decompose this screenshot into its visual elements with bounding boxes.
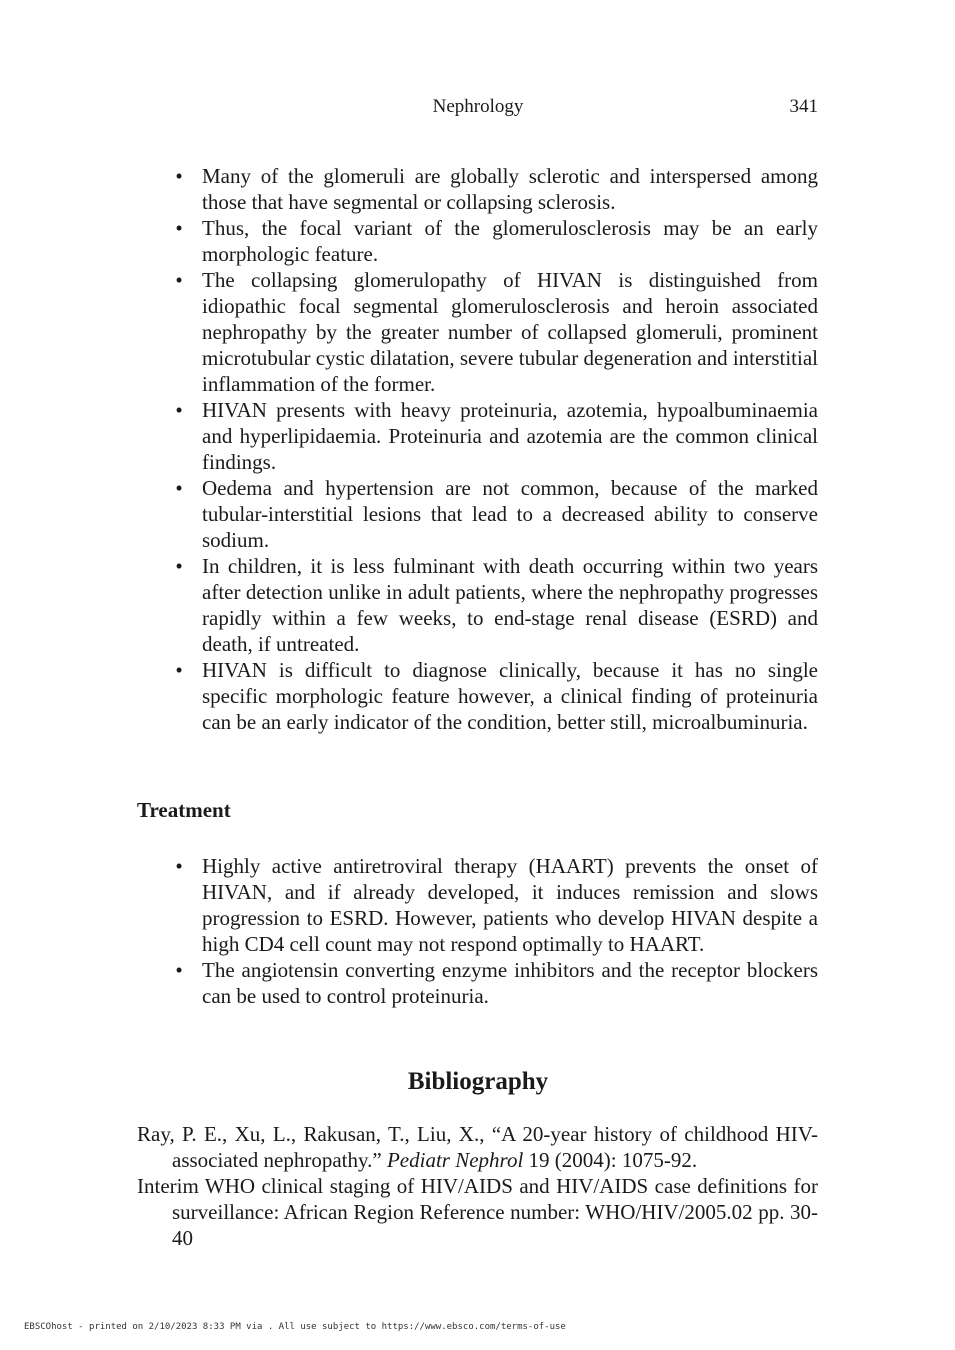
bullet-icon: • bbox=[175, 216, 183, 240]
bullet-icon: • bbox=[175, 476, 183, 500]
bullet-icon: • bbox=[175, 854, 183, 878]
page-number: 341 bbox=[789, 96, 818, 117]
list-item bbox=[175, 853, 818, 957]
list-item bbox=[175, 215, 818, 267]
findings-bullet-list bbox=[175, 163, 818, 735]
list-item-text: HIVAN presents with heavy proteinuria, azotemia, hypoalbuminaemia and hyperlipidaemia. Proteinuria and azotemia are the common clinical findings. bbox=[202, 398, 818, 474]
bullet-icon: • bbox=[175, 398, 183, 422]
entry-authors-title: Ray, P. E., Xu, L., Rakusan, T., Liu, X., “A 20-year history of childhood HIV-associated nephropathy.” bbox=[137, 1122, 818, 1172]
bullet-icon: • bbox=[175, 554, 183, 578]
bibliography-entry: Interim WHO clinical staging of HIV/AIDS and HIV/AIDS case definitions for surveillance: African Region Reference number: WHO/HIV/2005.02 pp. 30-40 bbox=[137, 1174, 818, 1250]
list-item-text: The collapsing glomerulopathy of HIVAN is distinguished from idiopathic focal segmental glomerulosclerosis and heroin associated nephropathy by the greater number of collapsed glomeruli, prominent microtubular cystic dilatation, severe tubular degeneration and interstitial inflammation of the former. bbox=[202, 268, 818, 396]
list-item-text: Many of the glomeruli are globally sclerotic and interspersed among those that have segmental or collapsing sclerosis. bbox=[202, 164, 818, 214]
list-item-text: Thus, the focal variant of the glomerulosclerosis may be an early morphologic feature. bbox=[202, 216, 818, 266]
entry-volume-pages: 19 (2004): 1075-92. bbox=[523, 1148, 698, 1172]
bullet-icon: • bbox=[175, 658, 183, 682]
bibliography-entry bbox=[137, 1121, 818, 1173]
list-item-text: Oedema and hypertension are not common, because of the marked tubular-interstitial lesions that lead to a decreased ability to conserve sodium. bbox=[202, 476, 818, 552]
bibliography-heading: Bibliography bbox=[407, 1068, 549, 1095]
entry-journal: Pediatr Nephrol bbox=[386, 1148, 524, 1172]
treatment-bullet-list bbox=[175, 853, 818, 1009]
bullet-icon: • bbox=[175, 958, 183, 982]
list-item bbox=[175, 657, 818, 735]
bibliography-list bbox=[137, 1121, 818, 1251]
running-header bbox=[138, 96, 818, 122]
treatment-heading: Treatment bbox=[137, 798, 231, 822]
list-item bbox=[175, 267, 818, 397]
running-title: Nephrology bbox=[432, 96, 524, 117]
list-item bbox=[175, 397, 818, 475]
bullet-icon: • bbox=[175, 268, 183, 292]
bullet-icon: • bbox=[175, 164, 183, 188]
list-item bbox=[175, 163, 818, 215]
print-footer-note: EBSCOhost - printed on 2/10/2023 8:33 PM via . All use subject to https://www.ebsco.com/terms-of-use bbox=[24, 1322, 566, 1332]
list-item-text: HIVAN is difficult to diagnose clinically, because it has no single specific morphologic feature however, a clinical finding of proteinuria can be an early indicator of the condition, better still, microalbuminuria. bbox=[202, 658, 818, 734]
list-item bbox=[175, 475, 818, 553]
list-item-text: Highly active antiretroviral therapy (HAART) prevents the onset of HIVAN, and if already developed, it induces remission and slows progression to ESRD. However, patients who develop HIVAN despite a high CD4 cell count may not respond optimally to HAART. bbox=[202, 854, 818, 956]
list-item bbox=[175, 957, 818, 1009]
list-item-text: The angiotensin converting enzyme inhibitors and the receptor blockers can be used to control proteinuria. bbox=[202, 958, 818, 1008]
list-item bbox=[175, 553, 818, 657]
list-item-text: In children, it is less fulminant with death occurring within two years after detection unlike in adult patients, where the nephropathy progresses rapidly within a few weeks, to end-stage renal disease (ESRD) and death, if untreated. bbox=[202, 554, 818, 656]
